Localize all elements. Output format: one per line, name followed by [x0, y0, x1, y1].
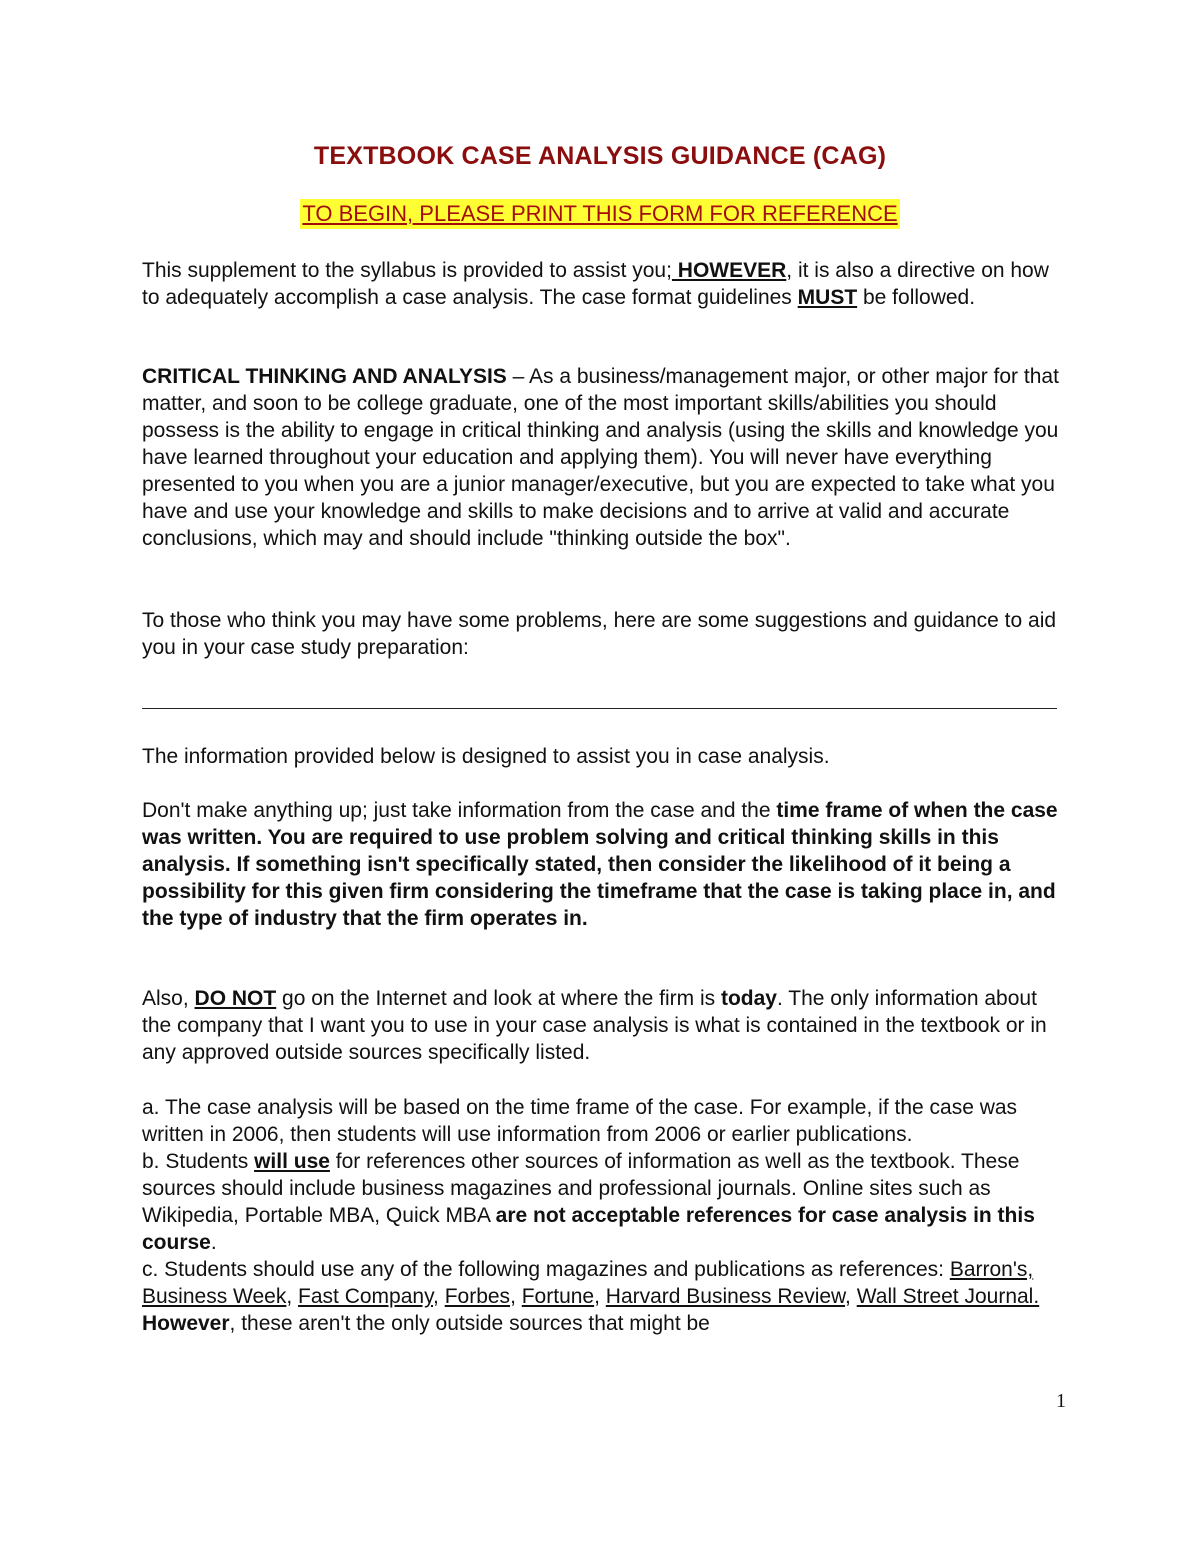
- problems-paragraph: [142, 607, 1060, 661]
- print-notice: TO BEGIN, PLEASE PRINT THIS FORM FOR REFERENCE: [300, 199, 899, 229]
- requirements-list: [142, 1094, 1060, 1337]
- company-information-text: . The only information about the company that I want you to use in your case analysis is what is contained in the textbook or in any approved outside sources specifically listed.: [142, 987, 1047, 1064]
- however-emphasis: HOWEVER: [671, 259, 787, 282]
- critical-thinking-paragraph: [142, 363, 1060, 552]
- source-business-week: Business Week: [142, 1285, 287, 1308]
- however-bold: However: [142, 1312, 230, 1335]
- source-fortune: Fortune: [521, 1285, 595, 1308]
- time-frame-emphasis: time frame of when the case was written. You are required to use problem solving and critical thinking skills in this analysis. If something isn't specifically stated, then consider the likelihood of it being a possibility for this given firm considering the timeframe that the case is taking place in, and the type of industry that the firm operates in.: [142, 799, 1058, 930]
- source-harvard-business-review: Harvard Business Review: [605, 1285, 846, 1308]
- supplement-text-continued: , it is also a directive on how to adequately accomplish a case analysis. The case format guidelines: [142, 259, 1049, 309]
- source-forbes: Forbes: [444, 1285, 511, 1308]
- list-item-b: [142, 1148, 1060, 1256]
- notice-container: [0, 199, 1200, 229]
- item-b-end: .: [210, 1231, 217, 1254]
- internet-text: go on the Internet and look at where the firm is: [276, 987, 721, 1010]
- item-c-end: , these aren't the only outside sources that might be: [229, 1312, 710, 1335]
- item-b-text: b. Students: [142, 1150, 255, 1173]
- do-not-emphasis: DO NOT: [194, 987, 277, 1010]
- information-paragraph: [142, 743, 1060, 770]
- today-emphasis: today: [720, 987, 777, 1010]
- must-emphasis: MUST: [797, 286, 858, 309]
- source-wall-street-journal: Wall Street Journal.: [856, 1285, 1040, 1308]
- unacceptable-references-emphasis: are not acceptable references for case analysis in this course: [142, 1204, 1035, 1254]
- supplement-paragraph: [142, 257, 1060, 311]
- critical-thinking-text: – As a business/management major, or other major for that matter, and soon to be college graduate, one of the most important skills/abilities you should possess is the ability to engage in critical thinking and analysis (using the skills and knowledge you have learned throughout your education and applying them). You will never have everything presented to you when you are a junior manager/executive, but you are expected to take what you have and use your knowledge and skills to make decisions and to arrive at valid and accurate conclusions, which may and should include "thinking outside the box".: [142, 365, 1059, 550]
- list-item-a: a. The case analysis will be based on the time frame of the case. For example, if the case was written in 2006, then students will use information from 2006 or earlier publications.: [142, 1096, 1018, 1146]
- supplement-text-end: be followed.: [857, 286, 976, 309]
- list-item-c: c. Students should use any of the following magazines and publications as references: Barron's, Business Week, Fast Company, Forbes, Fortune, Harvard Business Review, Wall Street Journal. However, these aren't the only outside sources that might be: [142, 1258, 1040, 1335]
- section-divider: [142, 708, 1057, 709]
- critical-thinking-heading: CRITICAL THINKING AND ANALYSIS: [142, 365, 507, 388]
- page-number: 1: [1056, 1390, 1066, 1412]
- will-use-emphasis: will use: [254, 1150, 330, 1173]
- also-text: Also,: [142, 987, 195, 1010]
- internet-warning-paragraph: [142, 985, 1060, 1066]
- source-barrons: Barron's,: [949, 1258, 1034, 1281]
- item-b-sources-text: for references other sources of information as well as the textbook. These sources should include business magazines and professional journals. Online sites such as Wikipedia, Portable MBA, Quick MBA: [142, 1150, 1020, 1227]
- information-text: The information provided below is designed to assist you in case analysis.: [142, 745, 830, 768]
- supplement-text: This supplement to the syllabus is provided to assist you;: [142, 259, 672, 282]
- dont-make-up-paragraph: [142, 797, 1060, 932]
- problems-text: To those who think you may have some problems, here are some suggestions and guidance to aid you in your case study preparation:: [142, 609, 1057, 659]
- source-fast-company: Fast Company: [298, 1285, 434, 1308]
- page-title: TEXTBOOK CASE ANALYSIS GUIDANCE (CAG): [313, 142, 887, 170]
- dont-make-up-text: Don't make anything up; just take information from the case and the: [142, 799, 777, 822]
- item-c-text: c. Students should use any of the following magazines and publications as references:: [142, 1258, 950, 1281]
